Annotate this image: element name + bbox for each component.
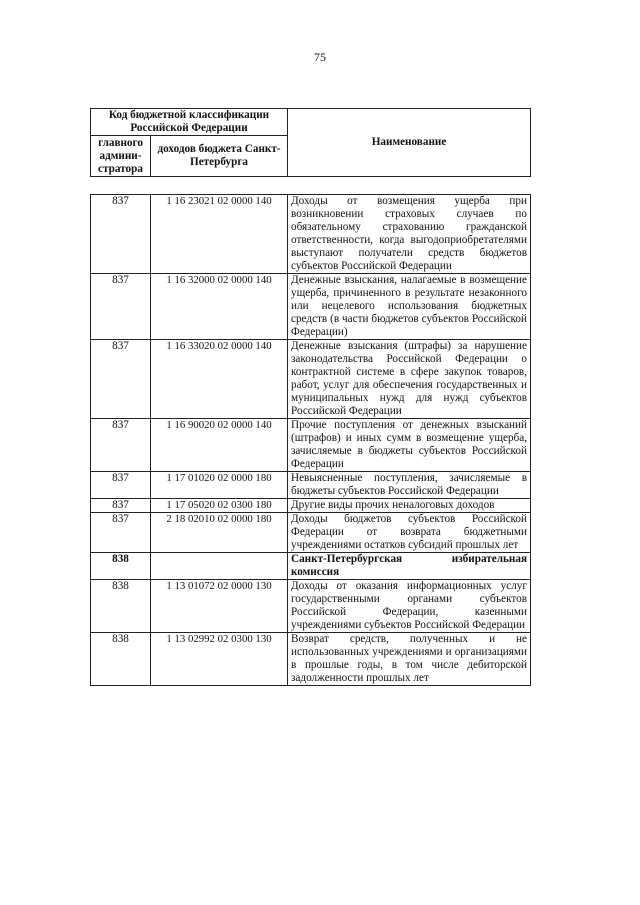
income-name: Возврат средств, полученных и не использованных учреждениями и организациями в прошлые годы, в том числе дебиторской задолженности прошлых лет (288, 633, 531, 686)
admin-code: 837 (91, 513, 151, 553)
income-name: Денежные взыскания, налагаемые в возмещение ущерба, причиненного в результате незаконного или нецелевого использования бюджетных средств (в части бюджетов субъектов Российской Федерации) (288, 274, 531, 340)
admin-code: 837 (91, 195, 151, 274)
table-row (91, 419, 531, 472)
income-name: Доходы от оказания информационных услуг государственными органами субъектов Российской Федерации, казенными учреждениями субъектов Российской Федерации (288, 580, 531, 633)
admin-code: 838 (91, 553, 151, 580)
income-code: 1 13 02992 02 0300 130 (151, 633, 288, 686)
income-name: Прочие поступления от денежных взысканий (штрафов) и иных сумм в возмещение ущерба, зачисляемые в бюджеты субъектов Российской Федерации (288, 419, 531, 472)
income-name: Денежные взыскания (штрафы) за нарушение законодательства Российской Федерации о контрактной системе в сфере закупок товаров, работ, услуг для обеспечения государственных и муниципальных нужд для нужд субъектов Российской Федерации (288, 340, 531, 419)
admin-code: 837 (91, 472, 151, 499)
table-row (91, 499, 531, 513)
income-code: 1 16 23021 02 0000 140 (151, 195, 288, 274)
header-admin: главного админи-стратора (91, 136, 151, 177)
income-name: Санкт-Петербургская избирательная комиссия (288, 553, 531, 580)
table-row (91, 513, 531, 553)
income-code (151, 553, 288, 580)
income-code: 1 16 32000 02 0000 140 (151, 274, 288, 340)
header-group-title: Код бюджетной классификации Российской Федерации (91, 109, 288, 136)
admin-code: 838 (91, 633, 151, 686)
income-code: 1 13 01072 02 0000 130 (151, 580, 288, 633)
admin-code: 837 (91, 274, 151, 340)
income-name: Невыясненные поступления, зачисляемые в бюджеты субъектов Российской Федерации (288, 472, 531, 499)
admin-code: 837 (91, 340, 151, 419)
page-number: 75 (314, 50, 326, 64)
table-header (90, 108, 531, 177)
income-code: 1 17 05020 02 0300 180 (151, 499, 288, 513)
data-table (90, 194, 531, 686)
table-row (91, 553, 531, 580)
income-name: Доходы бюджетов субъектов Российской Федерации от возврата бюджетными учреждениями остатков субсидий прошлых лет (288, 513, 531, 553)
table-row (91, 633, 531, 686)
income-code: 1 17 01020 02 0000 180 (151, 472, 288, 499)
table-row (91, 472, 531, 499)
income-code: 1 16 33020 02 0000 140 (151, 340, 288, 419)
table-row (91, 580, 531, 633)
income-name: Другие виды прочих неналоговых доходов (288, 499, 531, 513)
income-code: 1 16 90020 02 0000 140 (151, 419, 288, 472)
table-row (91, 195, 531, 274)
admin-code: 837 (91, 419, 151, 472)
table-row (91, 274, 531, 340)
admin-code: 837 (91, 499, 151, 513)
header-name: Наименование (288, 109, 531, 177)
income-name: Доходы от возмещения ущерба при возникновении страховых случаев по обязательному страхованию гражданской ответственности, когда выгодоприобретателями выступают получатели средств бюджетов субъектов Российской Федерации (288, 195, 531, 274)
table-row (91, 340, 531, 419)
income-code: 2 18 02010 02 0000 180 (151, 513, 288, 553)
header-income: доходов бюджета Санкт-Петербурга (151, 136, 288, 177)
admin-code: 838 (91, 580, 151, 633)
